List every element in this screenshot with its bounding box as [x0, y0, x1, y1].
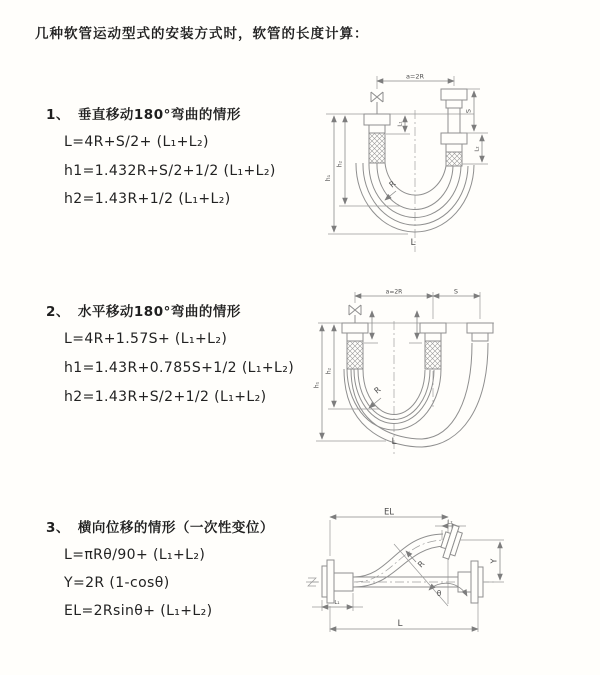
- radius-label: R: [387, 179, 398, 190]
- section-3-heading: [46, 516, 274, 536]
- braided-section: [446, 152, 462, 166]
- valve-icon: [349, 305, 361, 323]
- formula-1-h2: h2=1.43R+1/2 (L₁+L₂): [64, 191, 231, 207]
- radius-label: R: [372, 385, 383, 396]
- formula-3-Y: Y=2R (1-cosθ): [64, 575, 170, 591]
- left-hose-fitting: [342, 323, 368, 369]
- length-label: L: [397, 619, 403, 629]
- formula-2-h2: h2=1.43R+S/2+1/2 (L₁+L₂): [64, 389, 267, 405]
- u-bend-hose-moved: [344, 343, 488, 447]
- section-3-number: 3、: [46, 520, 70, 536]
- section-1-title: 垂直移动180°弯曲的情形: [77, 107, 241, 123]
- centerline-break-mark: [306, 578, 318, 586]
- section-2-title: 水平移动180°弯曲的情形: [77, 304, 241, 320]
- diagram-vertical-180-bend: [312, 66, 592, 258]
- dimension-label-h2: h₂: [336, 160, 344, 168]
- dimension-label-el: EL: [383, 507, 395, 518]
- section-2-heading: [46, 300, 241, 320]
- dimension-label-h1: h₁: [313, 381, 321, 389]
- dimension-label-s: S: [464, 108, 473, 114]
- dimension-label-s: S: [453, 287, 459, 296]
- dimension-label-a2r: a=2R: [385, 288, 403, 296]
- dimension-label-l1: L₁: [334, 600, 340, 606]
- section-1-heading: [46, 103, 241, 123]
- left-hose-fitting: [364, 114, 390, 163]
- right-hose-fitting: [441, 89, 467, 166]
- dimension-label-h2: h₂: [325, 367, 333, 375]
- formula-3-EL: EL=2Rsinθ+ (L₁+L₂): [64, 603, 213, 619]
- formula-1-L: L=4R+S/2+ (L₁+L₂): [64, 134, 209, 150]
- formula-1-h1: h1=1.432R+S/2+1/2 (L₁+L₂): [64, 163, 276, 179]
- diagram-lateral-displacement: [300, 504, 600, 644]
- valve-icon: [371, 92, 383, 114]
- s-curve-hose: [354, 534, 446, 587]
- formula-2-L: L=4R+1.57S+ (L₁+L₂): [64, 331, 228, 347]
- diagram-horizontal-180-bend: [310, 281, 600, 461]
- length-label: L: [410, 238, 416, 248]
- braided-section: [369, 133, 385, 163]
- dimension-label-l1: L₁: [397, 121, 404, 127]
- dimension-label-a2r: a=2R: [405, 72, 425, 81]
- middle-hose-fitting: [420, 323, 446, 369]
- formula-3-L: L=πRθ/90+ (L₁+L₂): [64, 547, 206, 563]
- dimension-label-l2: L₂: [474, 146, 481, 152]
- section-2-number: 2、: [46, 304, 70, 320]
- angle-label: θ: [436, 589, 442, 598]
- dimension-label-y: Y: [489, 558, 499, 564]
- section-3-title: 横向位移的情形（一次性变位）: [77, 520, 274, 536]
- radius-label: R: [416, 559, 427, 570]
- formula-2-h1: h1=1.43R+0.785S+1/2 (L₁+L₂): [64, 360, 295, 376]
- extension-lines: [328, 206, 408, 234]
- tilted-flange: [438, 523, 464, 560]
- dimension-label-h1: h₁: [325, 174, 332, 182]
- page-title: 几种软管运动型式的安装方式时，软管的长度计算：: [35, 26, 369, 42]
- left-flange: [322, 560, 353, 603]
- right-hose-fitting: [467, 323, 493, 341]
- length-label: L: [391, 437, 397, 447]
- section-1-number: 1、: [46, 107, 70, 123]
- dimension-label-l2: L₂: [447, 519, 453, 526]
